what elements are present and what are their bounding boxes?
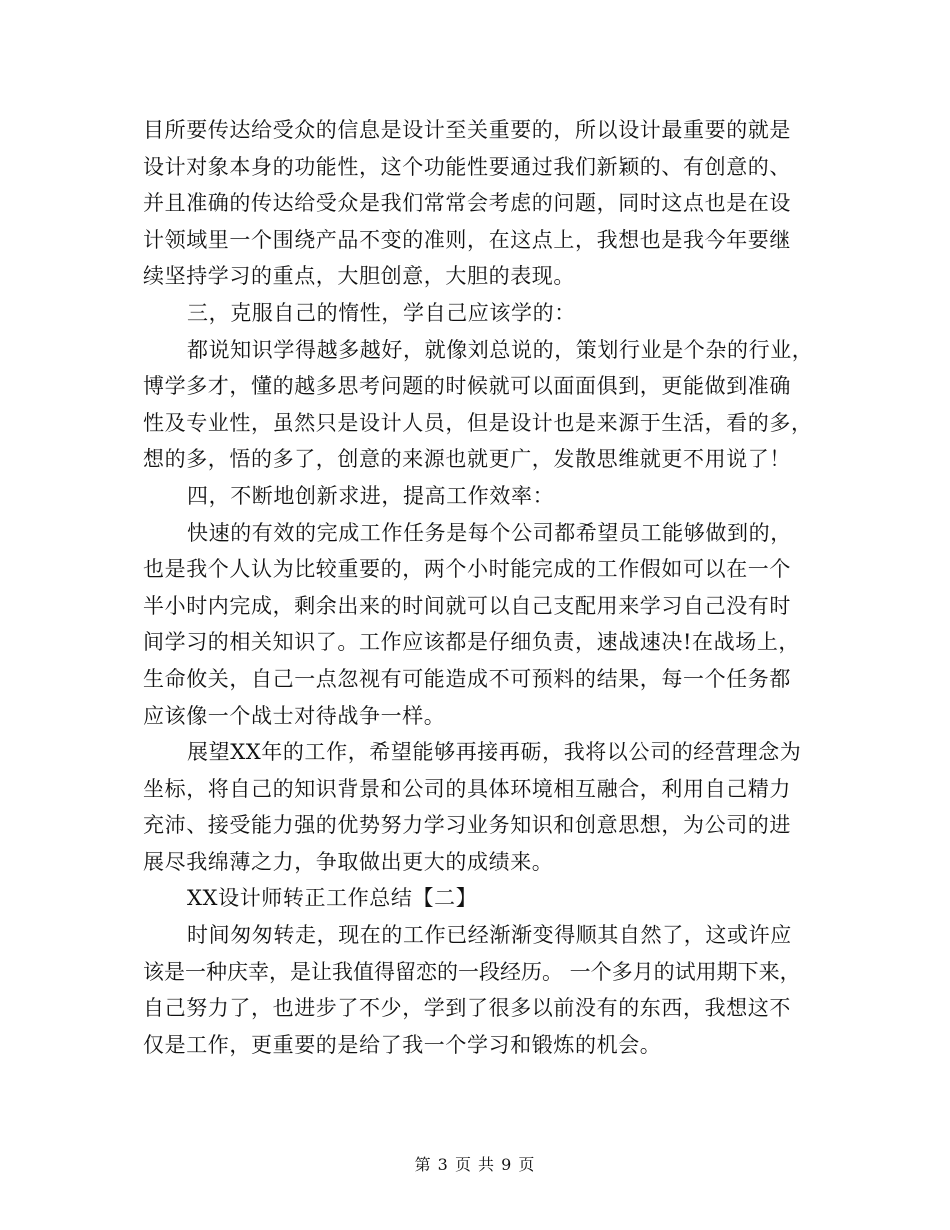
text-line: 也是我个人认为比较重要的，两个小时能完成的工作假如可以在一个 xyxy=(143,557,791,582)
text-line: 该是一种庆幸，是让我值得留恋的一段经历。 一个多月的试用期下来， xyxy=(143,959,801,984)
text-line: 计领域里一个围绕产品不变的准则，在这点上，我想也是我今年要继 xyxy=(143,227,791,252)
text-line: 生命攸关，自己一点忽视有可能造成不可预料的结果，每一个任务都 xyxy=(143,666,791,691)
text-line: 展望XX年的工作，希望能够再接再砺，我将以公司的经营理念为 xyxy=(187,740,802,765)
text-line: 时间匆匆转走，现在的工作已经渐渐变得顺其自然了，这或许应 xyxy=(187,923,792,948)
text-line: 想的多，悟的多了，创意的来源也就更广，发散思维就更不用说了！ xyxy=(143,447,791,472)
text-line: 应该像一个战士对待战争一样。 xyxy=(143,703,446,728)
text-line: 充沛、接受能力强的优势努力学习业务知识和创意思想，为公司的进 xyxy=(143,813,791,838)
document-body xyxy=(143,112,813,1063)
text-line: 目所要传达给受众的信息是设计至关重要的，所以设计最重要的就是 xyxy=(143,118,791,142)
text-line: 自己努力了，也进步了不少，学到了很多以前没有的东西，我想这不 xyxy=(143,996,791,1021)
text-line: 坐标，将自己的知识背景和公司的具体环境相互融合，利用自己精力 xyxy=(143,776,791,801)
text-line: 并且准确的传达给受众是我们常常会考虑的问题，同时这点也是在设 xyxy=(143,191,791,216)
text-line: 三，克服自己的惰性，学自己应该学的： xyxy=(187,300,576,325)
text-line: 仅是工作，更重要的是给了我一个学习和锻炼的机会。 xyxy=(143,1032,662,1057)
text-line: 快速的有效的完成工作任务是每个公司都希望员工能够做到的， xyxy=(187,520,792,545)
text-line: 都说知识学得越多越好，就像刘总说的，策划行业是个杂的行业， xyxy=(187,337,814,362)
text-line: 四，不断地创新求进，提高工作效率： xyxy=(187,483,555,508)
text-line: 间学习的相关知识了。工作应该都是仔细负责，速战速决!在战场上， xyxy=(143,630,801,655)
page-footer: 第 3 页 共 9 页 xyxy=(414,1155,536,1174)
text-line: XX设计师转正工作总结【二】 xyxy=(187,886,478,911)
text-line: 博学多才，懂的越多思考问题的时候就可以面面俱到，更能做到准确 xyxy=(143,374,791,399)
text-line: 半小时内完成，剩余出来的时间就可以自己支配用来学习自己没有时 xyxy=(143,593,791,618)
text-line: 性及专业性，虽然只是设计人员，但是设计也是来源于生活，看的多， xyxy=(143,410,813,435)
text-line: 设计对象本身的功能性，这个功能性要通过我们新颖的、有创意的、 xyxy=(143,154,791,179)
text-line: 续坚持学习的重点，大胆创意，大胆的表现。 xyxy=(143,264,575,289)
text-line: 展尽我绵薄之力，争取做出更大的成绩来。 xyxy=(143,849,554,874)
